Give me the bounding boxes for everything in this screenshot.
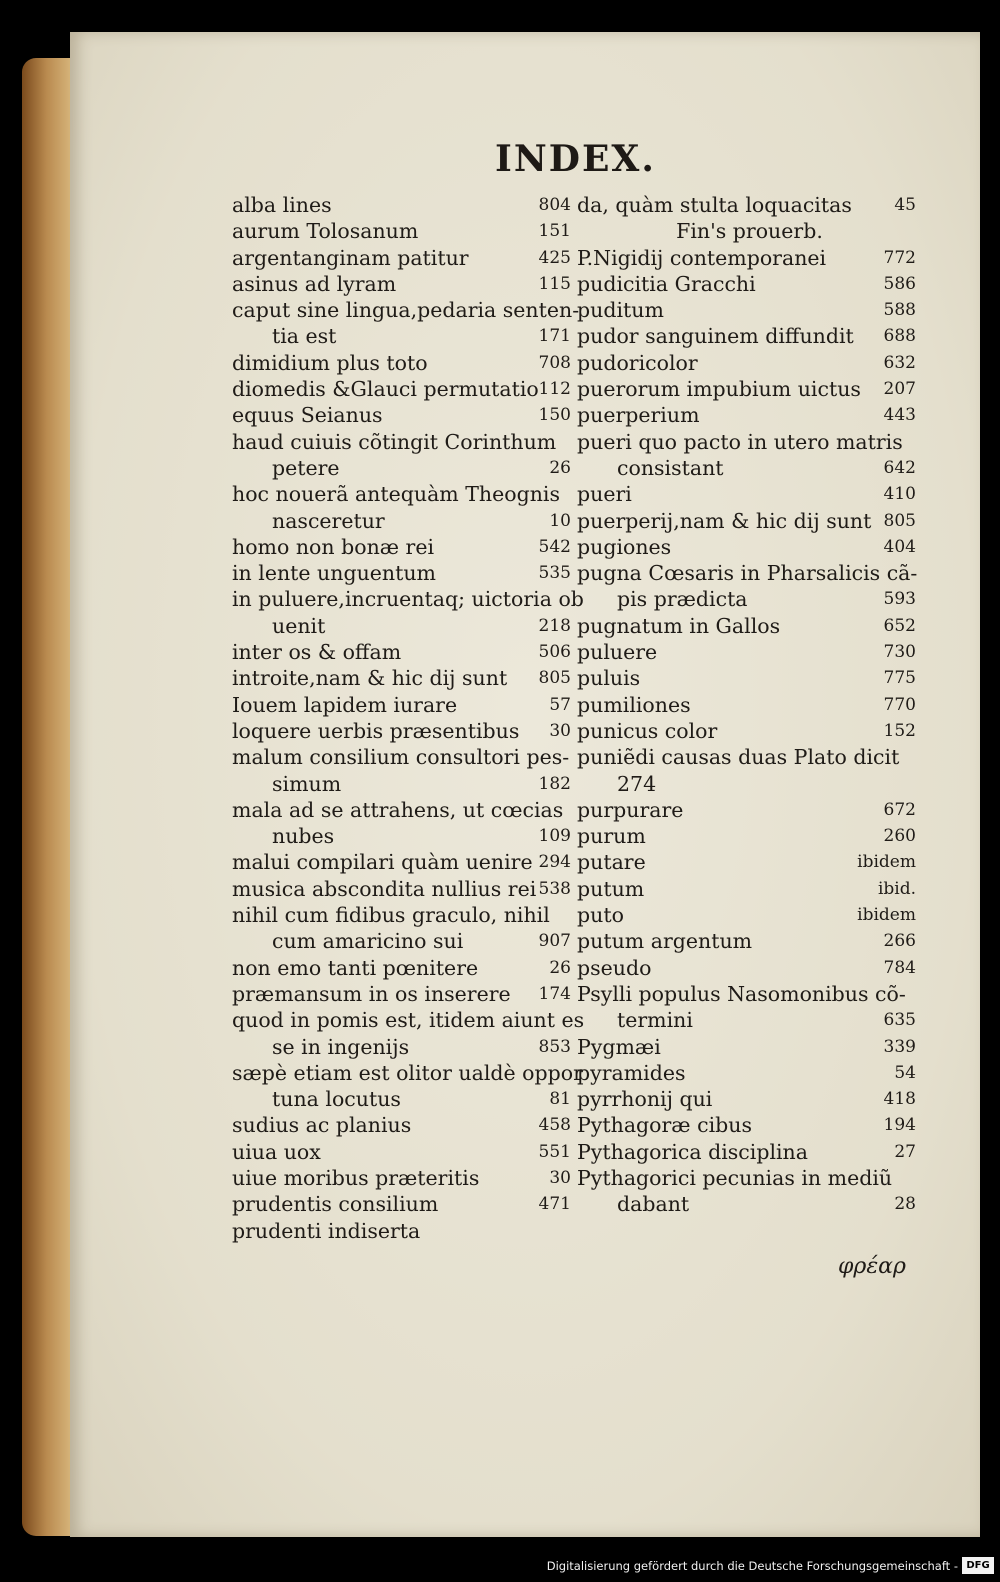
entry-text: aurum Tolosanum — [232, 219, 419, 244]
footer-credit: Digitalisierung gefördert durch die Deutsche Forschungsgemeinschaft - — [546, 1559, 958, 1573]
entry-page-number: 586 — [883, 273, 916, 294]
index-entry — [232, 560, 577, 586]
index-column-right — [577, 192, 922, 1218]
index-entry — [577, 481, 922, 507]
entry-text: puerperium — [577, 403, 700, 428]
entry-page-number: 151 — [538, 221, 571, 242]
index-entry — [577, 1034, 922, 1060]
entry-page-number: 112 — [538, 379, 571, 400]
entry-text: uenit — [272, 613, 326, 638]
index-entry — [577, 271, 922, 297]
entry-page-number: 30 — [549, 1167, 571, 1188]
entry-page-number: 805 — [883, 510, 916, 531]
entry-page-number: 506 — [538, 642, 571, 663]
index-entry — [577, 245, 922, 271]
index-entry — [232, 718, 577, 744]
index-entry — [232, 797, 577, 823]
digitization-footer — [0, 1550, 1000, 1582]
entry-text: haud cuiuis cõtingit Corinthum — [232, 429, 557, 454]
index-entry — [577, 692, 922, 718]
index-entry — [232, 508, 577, 534]
index-entry — [232, 297, 580, 323]
entry-page-number: ibidem — [857, 852, 916, 873]
entry-text: 274 — [617, 771, 657, 796]
index-entry — [232, 665, 577, 691]
index-entry — [577, 1086, 922, 1112]
index-entry — [232, 692, 577, 718]
entry-text: pugiones — [577, 534, 672, 559]
entry-text: inter os & offam — [232, 640, 402, 665]
index-entry — [577, 902, 922, 928]
entry-text: puerorum impubium uictus — [577, 377, 861, 402]
index-entry — [577, 718, 922, 744]
index-entry — [577, 1060, 922, 1086]
entry-text: cum amaricino sui — [272, 929, 464, 954]
index-entry — [232, 613, 577, 639]
entry-page-number: 27 — [894, 1141, 916, 1162]
entry-text: introite,nam & hic dij sunt — [232, 666, 508, 691]
entry-text: purpurare — [577, 797, 684, 822]
index-entry — [232, 1191, 577, 1217]
entry-text: pis prædicta — [617, 587, 748, 612]
entry-page-number: 770 — [883, 694, 916, 715]
entry-text: pueri — [577, 482, 632, 507]
entry-page-number: 171 — [538, 326, 571, 347]
entry-page-number: 853 — [538, 1036, 571, 1057]
entry-page-number: 593 — [883, 589, 916, 610]
entry-text: Pythagorica disciplina — [577, 1139, 808, 1164]
entry-text: Psylli populus Nasomonibus cõ- — [577, 981, 906, 1006]
index-entry — [577, 1007, 922, 1033]
entry-text: P.Nigidij contemporanei — [577, 245, 827, 270]
entry-page-number: 775 — [883, 668, 916, 689]
entry-text: sudius ac planius — [232, 1113, 412, 1138]
entry-page-number: 443 — [883, 405, 916, 426]
entry-text: da, quàm stulta loquacitas — [577, 193, 852, 217]
entry-text: Pygmæi — [577, 1034, 661, 1059]
entry-page-number: 54 — [894, 1062, 916, 1083]
index-entry — [232, 1086, 577, 1112]
entry-text: puluere — [577, 640, 658, 665]
entry-text: asinus ad lyram — [232, 271, 397, 296]
index-entry — [577, 744, 922, 770]
entry-text: malui compilari quàm uenire — [232, 850, 533, 875]
index-entry — [577, 876, 922, 902]
entry-text: Iouem lapidem iurare — [232, 692, 458, 717]
entry-text: loquere uerbis præsentibus — [232, 718, 520, 743]
entry-text: Fin's prouerb. — [676, 219, 823, 244]
index-entry — [232, 928, 577, 954]
entry-text: punicus color — [577, 718, 718, 743]
entry-text: puditum — [577, 298, 664, 323]
index-entry — [577, 218, 922, 244]
entry-page-number: 194 — [883, 1115, 916, 1136]
index-entry — [577, 586, 922, 612]
index-entry — [577, 455, 922, 481]
index-entry — [232, 218, 577, 244]
index-entry — [232, 350, 577, 376]
entry-text: pudoricolor — [577, 350, 698, 375]
entry-page-number: 109 — [538, 826, 571, 847]
index-entry — [232, 376, 577, 402]
entry-page-number: 10 — [549, 510, 571, 531]
entry-text: consistant — [617, 455, 724, 480]
entry-page-number: 425 — [538, 247, 571, 268]
entry-page-number: 28 — [894, 1194, 916, 1215]
entry-text: tia est — [272, 324, 337, 349]
index-entry — [232, 586, 584, 612]
entry-text: simum — [272, 771, 342, 796]
entry-page-number: 152 — [883, 720, 916, 741]
entry-page-number: 535 — [538, 563, 571, 584]
entry-text: prudentis consilium — [232, 1192, 439, 1217]
index-column-left — [232, 192, 585, 1244]
entry-page-number: 57 — [549, 694, 571, 715]
index-entry — [232, 481, 577, 507]
entry-text: nihil cum fidibus graculo, nihil — [232, 903, 550, 928]
entry-text: sæpè etiam est olitor ualdè oppor — [232, 1060, 583, 1085]
entry-text: nasceretur — [272, 508, 385, 533]
entry-page-number: 26 — [549, 457, 571, 478]
index-entry — [232, 323, 577, 349]
entry-text: petere — [272, 455, 340, 480]
entry-text: dimidium plus toto — [232, 350, 428, 375]
index-entry — [232, 639, 577, 665]
page-title: INDEX. — [495, 138, 656, 180]
entry-text: præmansum in os inserere — [232, 981, 511, 1006]
entry-page-number: ibidem — [857, 905, 916, 926]
index-entry — [577, 928, 922, 954]
entry-text: argentanginam patitur — [232, 245, 469, 270]
index-entry — [232, 771, 577, 797]
entry-page-number: 542 — [538, 536, 571, 557]
entry-text: nubes — [272, 824, 335, 849]
entry-page-number: 588 — [883, 300, 916, 321]
entry-page-number: 804 — [538, 195, 571, 215]
index-entry — [232, 1218, 577, 1244]
entry-text: mala ad se attrahens, ut cœcias — [232, 797, 564, 822]
entry-page-number: 266 — [883, 931, 916, 952]
entry-page-number: 730 — [883, 642, 916, 663]
entry-text: in puluere,incruentaq; uictoria ob — [232, 587, 584, 612]
entry-page-number: 45 — [894, 195, 916, 215]
index-entry — [577, 1112, 922, 1138]
entry-page-number: 410 — [883, 484, 916, 505]
entry-text: prudenti indiserta — [232, 1218, 421, 1243]
entry-text: puto — [577, 903, 624, 928]
entry-page-number: 784 — [883, 957, 916, 978]
index-entry — [232, 1112, 577, 1138]
index-entry — [577, 1191, 922, 1217]
index-entry — [577, 771, 922, 797]
entry-page-number: 174 — [538, 983, 571, 1004]
index-entry — [232, 1007, 585, 1033]
dfg-logo: DFG — [962, 1557, 994, 1574]
entry-page-number: 672 — [883, 799, 916, 820]
index-entry — [577, 823, 922, 849]
entry-text: quod in pomis est, itidem aiunt es — [232, 1008, 585, 1033]
entry-page-number: 30 — [549, 720, 571, 741]
entry-text: puluis — [577, 666, 641, 691]
entry-page-number: 339 — [883, 1036, 916, 1057]
entry-page-number: 632 — [883, 352, 916, 373]
index-entry — [232, 876, 577, 902]
entry-text: uiue moribus præteritis — [232, 1165, 480, 1190]
entry-page-number: 538 — [538, 878, 571, 899]
entry-text: pudor sanguinem diffundit — [577, 324, 854, 349]
entry-text: uiua uox — [232, 1139, 321, 1164]
index-entry — [232, 1034, 577, 1060]
entry-text: pugna Cœsaris in Pharsalicis cã- — [577, 561, 918, 586]
entry-text: pugnatum in Gallos — [577, 613, 781, 638]
entry-page-number: 772 — [883, 247, 916, 268]
entry-text: pumiliones — [577, 692, 691, 717]
entry-text: purum — [577, 824, 646, 849]
entry-page-number: 150 — [538, 405, 571, 426]
index-entry — [232, 744, 577, 770]
entry-page-number: 218 — [538, 615, 571, 636]
entry-text: puniẽdi causas duas Plato dicit — [577, 745, 900, 770]
entry-text: pudicitia Gracchi — [577, 271, 756, 296]
index-entry — [232, 902, 577, 928]
index-entry — [577, 639, 922, 665]
entry-text: hoc nouerã antequàm Theognis — [232, 482, 561, 507]
index-entry — [577, 192, 922, 218]
index-entry — [232, 1060, 583, 1086]
entry-text: pseudo — [577, 955, 652, 980]
entry-text: termini — [617, 1008, 693, 1033]
entry-text: alba lines — [232, 193, 332, 217]
index-entry — [577, 560, 922, 586]
index-entry — [232, 1139, 577, 1165]
entry-text: caput sine lingua,pedaria senten- — [232, 298, 580, 323]
entry-page-number: 294 — [538, 852, 571, 873]
entry-text: diomedis &Glauci permutatio — [232, 377, 539, 402]
entry-text: putum argentum — [577, 929, 753, 954]
index-entry — [232, 823, 577, 849]
entry-page-number: 805 — [538, 668, 571, 689]
entry-page-number: 635 — [883, 1010, 916, 1031]
entry-text: Pythagoræ cibus — [577, 1113, 752, 1138]
index-entry — [577, 955, 922, 981]
entry-page-number: 26 — [549, 957, 571, 978]
entry-text: dabant — [617, 1192, 690, 1217]
index-entry — [232, 402, 577, 428]
index-entry — [577, 665, 922, 691]
entry-page-number: 418 — [883, 1089, 916, 1110]
entry-page-number: 688 — [883, 326, 916, 347]
index-entry — [232, 849, 577, 875]
index-entry — [232, 455, 577, 481]
entry-page-number: 404 — [883, 536, 916, 557]
index-entry — [232, 192, 577, 218]
entry-page-number: 907 — [538, 931, 571, 952]
index-entry — [577, 323, 922, 349]
index-entry — [232, 955, 577, 981]
index-entry — [577, 981, 922, 1007]
index-entry — [232, 981, 577, 1007]
index-entry — [577, 297, 922, 323]
index-entry — [577, 429, 922, 455]
entry-text: homo non bonæ rei — [232, 534, 435, 559]
entry-page-number: 652 — [883, 615, 916, 636]
index-entry — [577, 350, 922, 376]
entry-text: se in ingenijs — [272, 1034, 410, 1059]
entry-text: non emo tanti pœnitere — [232, 955, 479, 980]
entry-page-number: 551 — [538, 1141, 571, 1162]
entry-page-number: 471 — [538, 1194, 571, 1215]
index-entry — [577, 613, 922, 639]
entry-text: malum consilium consultori pes- — [232, 745, 570, 770]
entry-text: Pythagorici pecunias in mediũ — [577, 1165, 893, 1190]
catchword: φρέαρ — [838, 1254, 906, 1279]
entry-text: musica abscondita nullius rei — [232, 876, 537, 901]
entry-text: pyramides — [577, 1060, 686, 1085]
index-entry — [577, 534, 922, 560]
index-entry — [577, 402, 922, 428]
entry-text: pueri quo pacto in utero matris — [577, 429, 903, 454]
entry-page-number: 207 — [883, 379, 916, 400]
index-entry — [577, 1139, 922, 1165]
index-entry — [577, 508, 922, 534]
entry-page-number: 182 — [538, 773, 571, 794]
entry-page-number: 115 — [538, 273, 571, 294]
index-entry — [232, 1165, 577, 1191]
entry-page-number: 458 — [538, 1115, 571, 1136]
index-entry — [577, 376, 922, 402]
index-entry — [577, 797, 922, 823]
entry-text: pyrrhonij qui — [577, 1087, 713, 1112]
entry-page-number: 642 — [883, 457, 916, 478]
index-entry — [232, 429, 577, 455]
entry-page-number: ibid. — [877, 878, 916, 899]
index-entry — [232, 271, 577, 297]
entry-text: putare — [577, 850, 646, 875]
entry-page-number: 260 — [883, 826, 916, 847]
entry-text: puerperij,nam & hic dij sunt — [577, 508, 872, 533]
index-entry — [232, 534, 577, 560]
entry-page-number: 708 — [538, 352, 571, 373]
entry-text: tuna locutus — [272, 1087, 401, 1112]
entry-page-number: 81 — [549, 1089, 571, 1110]
entry-text: in lente unguentum — [232, 561, 436, 586]
index-entry — [577, 849, 922, 875]
entry-text: equus Seianus — [232, 403, 383, 428]
entry-text: putum — [577, 876, 645, 901]
index-entry — [232, 245, 577, 271]
index-entry — [577, 1165, 922, 1191]
